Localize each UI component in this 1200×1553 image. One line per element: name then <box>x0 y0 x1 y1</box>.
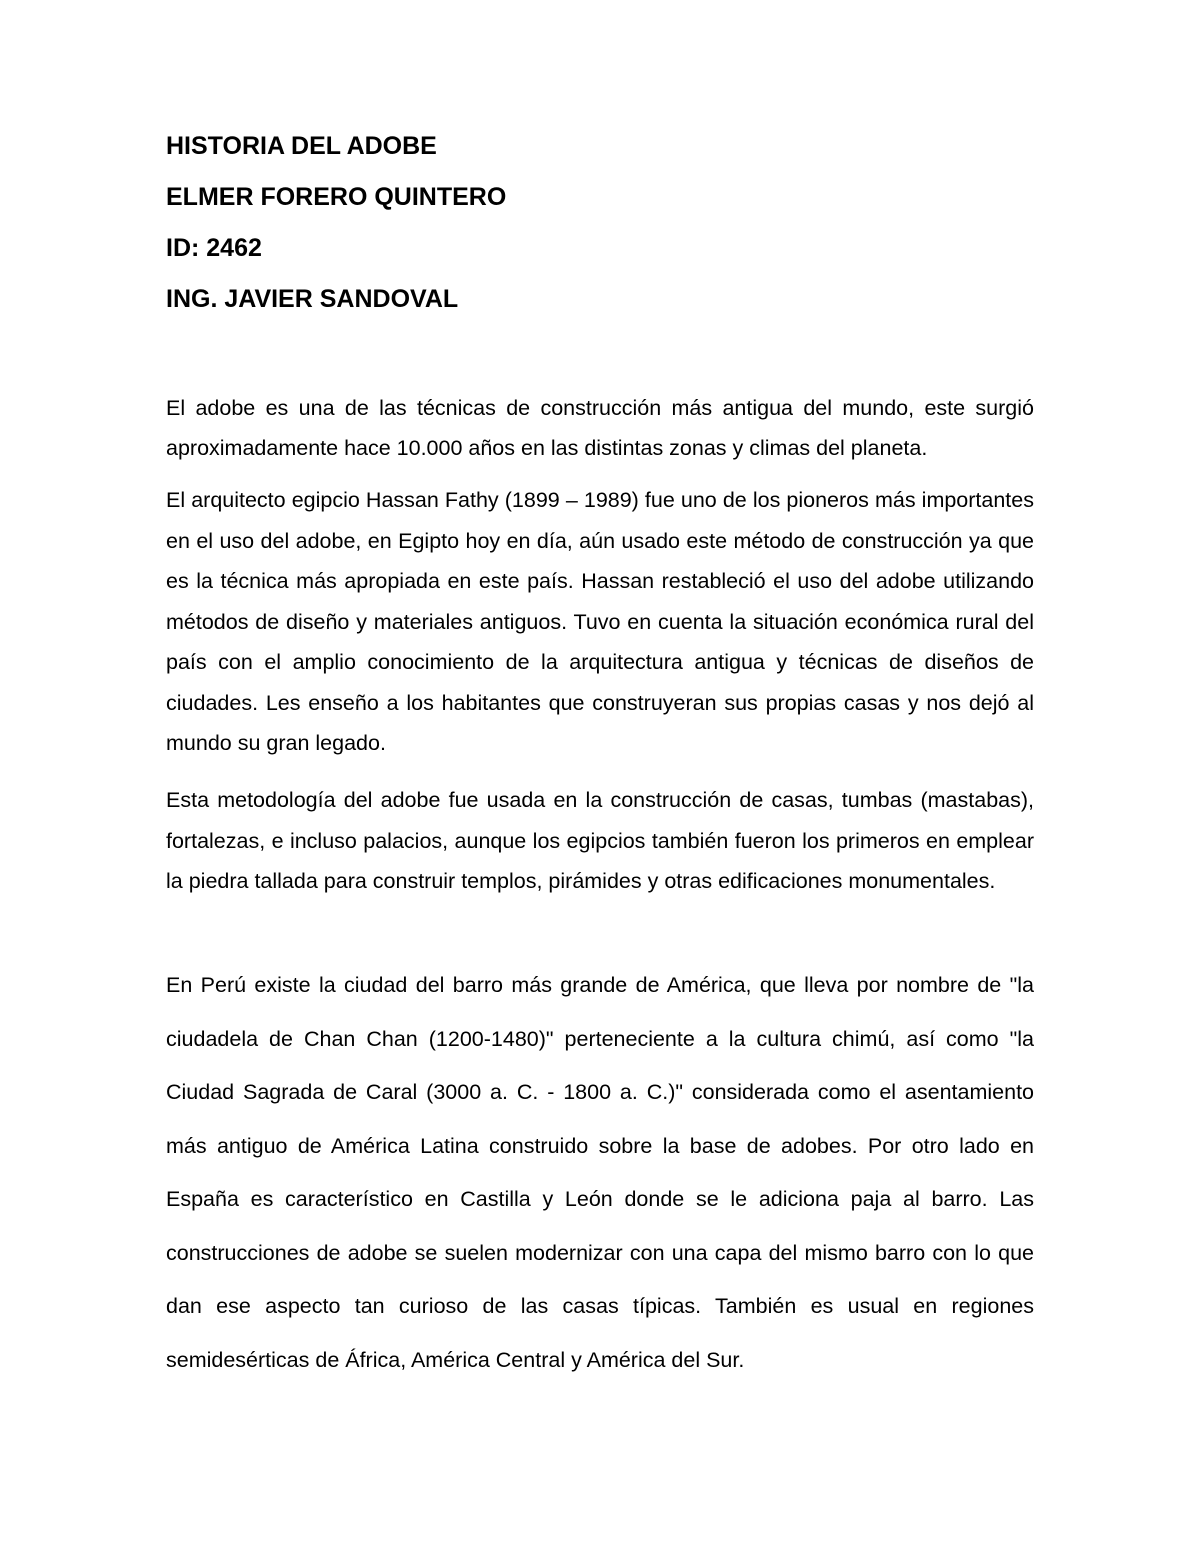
paragraph-egypt-methodology: Esta metodología del adobe fue usada en la construcción de casas, tumbas (mastabas), fortalezas, e incluso palacios, aunque los egipcios también fueron los primeros en emplear la piedra tallada para construir templos, pirámides y otras edificaciones monumentales. <box>166 788 1034 893</box>
student-id: ID: 2462 <box>166 234 262 262</box>
document-title: HISTORIA DEL ADOBE <box>166 132 437 160</box>
author-name: ELMER FORERO QUINTERO <box>166 183 507 211</box>
document-header <box>166 134 1046 338</box>
paragraph-peru-spain: En Perú existe la ciudad del barro más grande de América, que lleva por nombre de "la ciudadela de Chan Chan (1200-1480)" perteneciente a la cultura chimú, así como "la Ciudad Sagrada de Caral (3000 a. C. - 1800 a. C.)" considerada como el asentamiento más antiguo de América Latina construido sobre la base de adobes. Por otro lado en España es característico en Castilla y León donde se le adiciona paja al barro. Las construcciones de adobe se suelen modernizar con una capa del mismo barro con lo que dan ese aspecto tan curioso de las casas típicas. También es usual en regiones semidesérticas de África, América Central y América del Sur. <box>166 973 1034 1372</box>
instructor-name: ING. JAVIER SANDOVAL <box>166 285 459 313</box>
paragraph-intro: El adobe es una de las técnicas de construcción más antigua del mundo, este surgió aproximadamente hace 10.000 años en las distintas zonas y climas del planeta. <box>166 396 1034 460</box>
paragraph-hassan-fathy: El arquitecto egipcio Hassan Fathy (1899 – 1989) fue uno de los pioneros más importantes en el uso del adobe, en Egipto hoy en día, aún usado este método de construcción ya que es la técnica más apropiada en este país. Hassan restableció el uso del adobe utilizando métodos de diseño y materiales antiguos. Tuvo en cuenta la situación económica rural del país con el amplio conocimiento de la arquitectura antigua y técnicas de diseños de ciudades. Les enseño a los habitantes que construyeran sus propias casas y nos dejó al mundo su gran legado. <box>166 488 1034 755</box>
